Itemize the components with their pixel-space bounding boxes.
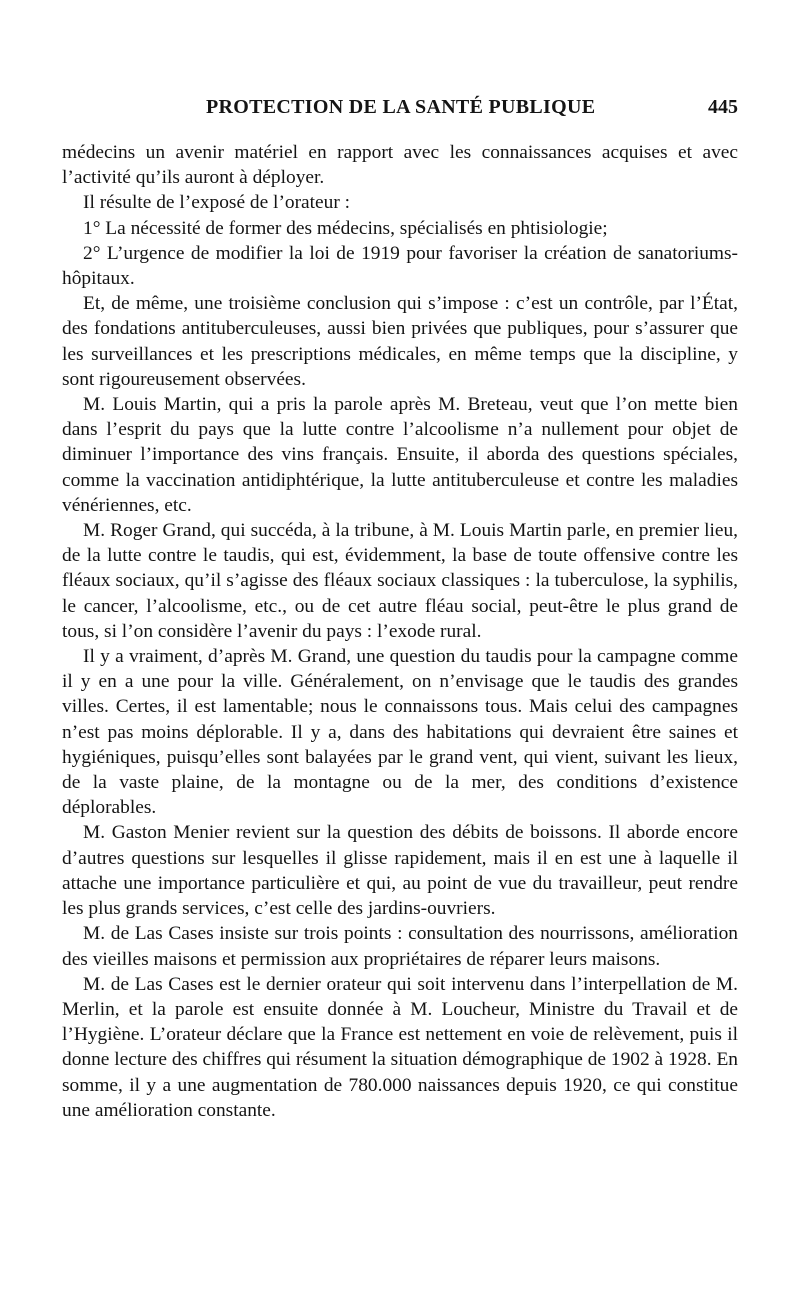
paragraph-point-1: 1° La nécessité de former des médecins, spécialisés en phtisiologie; [83, 217, 608, 239]
paragraph-roger-grand: M. Roger Grand, qui succéda, à la tribune, à M. Louis Martin parle, en premier lieu, de la lutte contre le taudis, qui est, évidemment, la base de toute offensive contre les fléaux sociaux, qu’il s’agisse des fléaux sociaux classiques : la tuberculose, la syphilis, le cancer, l’alcoolisme, etc., ou de cet autre fléau social, peut-être le plus grand de tous, si l’on considère l’avenir du pays : l’exode rural. [62, 520, 738, 642]
body-text [62, 140, 738, 1123]
paragraph-taudis: Il y a vraiment, d’après M. Grand, une question du taudis pour la campagne comme il y en a une pour la ville. Généralement, on n’envisage que le taudis des grandes villes. Certes, il est lamentable; nous le connaissons tous. Mais celui des campagnes n’est pas moins déplorable. Il y a, dans des habitations qui devraient être saines et hygiéniques, puisqu’elles sont balayées par le grand vent, qui vient, suivant les lieux, de la vaste plaine, de la montagne ou de la mer, des conditions d’existence déplorables. [62, 646, 738, 819]
paragraph-las-cases-points: M. de Las Cases insiste sur trois points : consultation des nourrissons, amélioration des vieilles maisons et permission aux propriétaires de réparer leurs maisons. [62, 923, 738, 970]
paragraph-third-conclusion: Et, de même, une troisième conclusion qui s’impose : c’est un contrôle, par l’État, des fondations antituberculeuses, aussi bien privées que publiques, pour s’assurer que les surveillances et les prescriptions médicales, en même temps que la discipline, y sont rigoureusement observées. [62, 293, 738, 390]
paragraph-point-2: 2° L’urgence de modifier la loi de 1919 pour favoriser la création de sanatoriums-hôpitaux. [62, 242, 738, 290]
paragraph-continued: médecins un avenir matériel en rapport avec les connaissances acquises et avec l’activité qu’ils auront à déployer. [62, 142, 738, 189]
paragraph-louis-martin: M. Louis Martin, qui a pris la parole après M. Breteau, veut que l’on mette bien dans l’esprit du pays que la lutte contre l’alcoolisme n’a nullement pour objet de diminuer l’importance des vins français. Ensuite, il aborda des questions spéciales, comme la vaccination antidiphtérique, la lutte antituberculeuse et contre les maladies vénériennes, etc. [62, 394, 738, 516]
running-title: PROTECTION DE LA SANTÉ PUBLIQUE [206, 96, 596, 118]
paragraph-loucheur: M. de Las Cases est le dernier orateur qui soit intervenu dans l’interpellation de M. Merlin, et la parole est ensuite donnée à M. Loucheur, Ministre du Travail et de l’Hygiène. L’orateur déclare que la France est nettement en voie de relèvement, puis il donne lecture des chiffres qui résument la situation démographique de 1902 à 1928. En somme, il y a une augmentation de 780.000 naissances depuis 1920, ce qui constitue une amélioration constante. [62, 973, 738, 1121]
paragraph-summary-intro: Il résulte de l’exposé de l’orateur : [83, 192, 351, 214]
running-header [62, 96, 742, 126]
paragraph-gaston-menier: M. Gaston Menier revient sur la question des débits de boissons. Il aborde encore d’autres questions sur lesquelles il glisse rapidement, mais il en est une à laquelle il attache une importance particulière et qui, au point de vue du travailleur, peut rendre les plus grands services, c’est celle des jardins-ouvriers. [62, 822, 738, 920]
page-number: 445 [708, 96, 738, 118]
